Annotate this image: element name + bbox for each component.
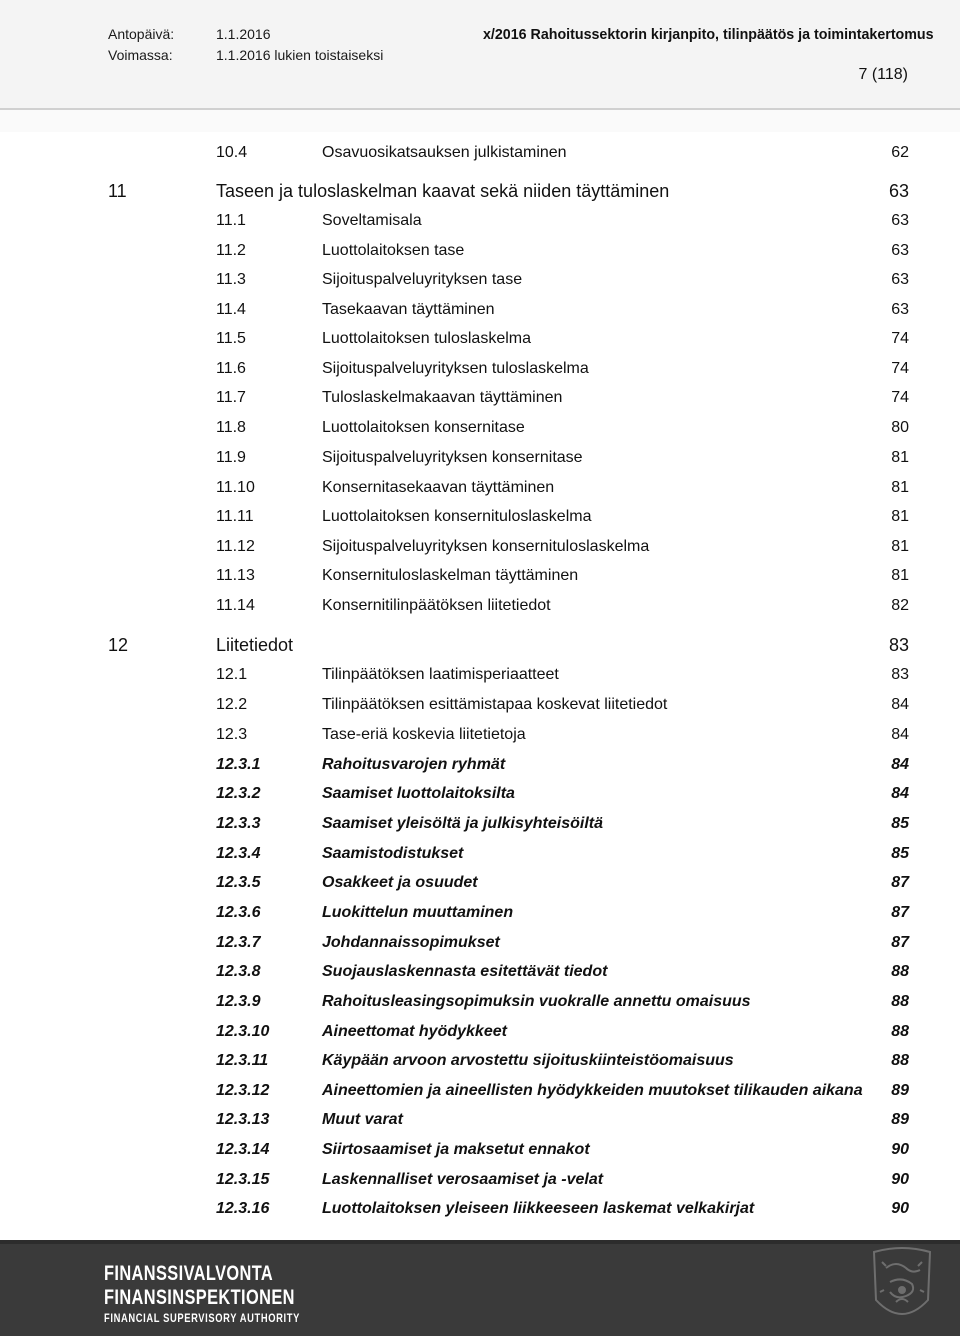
toc-entry-number: 11.5: [216, 330, 246, 347]
toc-entry-number: 12.3.15: [216, 1171, 270, 1188]
toc-entry-number: 12.3.13: [216, 1111, 270, 1128]
toc-entry-title: Osavuosikatsauksen julkistaminen: [322, 144, 567, 161]
toc-entry-title: Suojauslaskennasta esitettävät tiedot: [322, 963, 608, 980]
toc-entry-number: 12.2: [216, 696, 248, 713]
toc-entry-title: Liitetiedot: [216, 635, 294, 655]
toc-entry: [0, 297, 960, 323]
toc-entry: [0, 1137, 960, 1163]
toc-entry-title: Tilinpäätöksen laatimisperiaatteet: [322, 666, 559, 683]
logo-text-english: FINANCIAL SUPERVISORY AUTHORITY: [104, 1311, 300, 1325]
toc-entry-number: 11.7: [216, 389, 246, 406]
toc-entry-number: 12.1: [216, 666, 248, 683]
toc-entry-number: 12.3.12: [216, 1082, 270, 1099]
toc-entry-title: Tilinpäätöksen esittämistapaa koskevat liitetiedot: [322, 696, 668, 713]
toc-entry-number: 12.3.1: [216, 756, 261, 773]
toc-entry-page: 63: [891, 242, 909, 259]
toc-entry-number: 12.3.16: [216, 1200, 270, 1217]
toc-entry-page: 83: [891, 666, 909, 683]
toc-entry-page: 87: [891, 904, 909, 921]
toc-entry: [0, 632, 960, 658]
toc-entry-title: Laskennalliset verosaamiset ja -velat: [322, 1171, 604, 1188]
toc-entry: [0, 475, 960, 501]
toc-entry-title: Luottolaitoksen tase: [322, 242, 465, 259]
toc-entry-number: 12: [108, 635, 129, 655]
toc-entry-page: 83: [888, 635, 909, 655]
toc-entry: [0, 692, 960, 718]
toc-entry: [0, 326, 960, 352]
toc-entry-title: Sijoituspalveluyrityksen konsernitase: [322, 449, 583, 466]
toc-entry-page: 81: [891, 567, 909, 584]
toc-entry: [0, 870, 960, 896]
toc-entry-title: Johdannaissopimukset: [322, 934, 500, 951]
toc-entry-number: 12.3.9: [216, 993, 261, 1010]
finnish-lion-crest-icon: [856, 1242, 948, 1334]
toc-entry-page: 74: [891, 389, 909, 406]
document-title: x/2016 Rahoitussektorin kirjanpito, tilinpäätös ja toimintakertomus: [483, 26, 934, 43]
antopaiva-label: Antopäivä:: [108, 26, 175, 42]
toc-entry-number: 12.3.8: [216, 963, 261, 980]
toc-entry: [0, 752, 960, 778]
toc-entry-title: Rahoitusleasingsopimuksin vuokralle annettu omaisuus: [322, 993, 751, 1010]
toc-entry: [0, 662, 960, 688]
toc-entry-page: 90: [891, 1141, 909, 1158]
toc-entry-number: 12.3.2: [216, 785, 261, 802]
toc-entry: [0, 238, 960, 264]
toc-entry-page: 82: [891, 597, 909, 614]
page-number: 7 (118): [858, 66, 908, 83]
toc-entry-page: 62: [891, 144, 909, 161]
toc-entry-title: Luottolaitoksen tuloslaskelma: [322, 330, 532, 347]
toc-entry: [0, 267, 960, 293]
toc-entry-number: 11.9: [216, 449, 246, 466]
toc-entry-number: 11.10: [216, 479, 255, 496]
toc-entry-title: Tuloslaskelmakaavan täyttäminen: [322, 389, 563, 406]
toc-entry: [0, 1078, 960, 1104]
toc-entry-title: Sijoituspalveluyrityksen tase: [322, 271, 523, 288]
toc-entry-title: Luottolaitoksen konsernituloslaskelma: [322, 508, 592, 525]
toc-entry-title: Luottolaitoksen yleiseen liikkeeseen laskemat velkakirjat: [322, 1200, 755, 1217]
toc-entry-number: 12.3.6: [216, 904, 261, 921]
toc-entry-title: Saamistodistukset: [322, 845, 464, 862]
toc-entry-title: Soveltamisala: [322, 212, 422, 229]
toc-entry: [0, 959, 960, 985]
toc-entry: [0, 593, 960, 619]
toc-entry-number: 11.8: [216, 419, 246, 436]
toc-entry-title: Muut varat: [322, 1111, 403, 1128]
toc-entry-page: 87: [891, 874, 909, 891]
toc-entry-page: 80: [891, 419, 909, 436]
toc-entry-title: Luottolaitoksen konsernitase: [322, 419, 525, 436]
toc-entry-number: 11.13: [216, 567, 255, 584]
toc-entry-page: 85: [891, 845, 909, 862]
toc-entry-title: Siirtosaamiset ja maksetut ennakot: [322, 1141, 590, 1158]
toc-entry: [0, 385, 960, 411]
toc-entry: [0, 208, 960, 234]
toc-entry-page: 89: [891, 1111, 909, 1128]
toc-entry-number: 11.2: [216, 242, 246, 259]
toc-entry-page: 84: [891, 696, 909, 713]
toc-entry: [0, 504, 960, 530]
toc-entry: [0, 900, 960, 926]
toc-entry: [0, 722, 960, 748]
toc-entry-number: 12.3.7: [216, 934, 261, 951]
toc-entry-number: 10.4: [216, 144, 248, 161]
toc-entry-title: Konsernitasekaavan täyttäminen: [322, 479, 555, 496]
toc-entry: [0, 140, 960, 166]
document-footer: [0, 1240, 960, 1336]
antopaiva-value: 1.1.2016: [216, 26, 271, 42]
toc-entry: [0, 781, 960, 807]
document-header: [0, 0, 960, 108]
toc-entry-page: 85: [891, 815, 909, 832]
toc-entry-page: 88: [891, 963, 909, 980]
toc-entry-page: 63: [888, 181, 909, 201]
toc-entry-title: Saamiset luottolaitoksilta: [322, 785, 515, 802]
toc-entry-title: Käypään arvoon arvostettu sijoituskiinteistöomaisuus: [322, 1052, 734, 1069]
toc-entry-page: 90: [891, 1200, 909, 1217]
toc-entry-title: Luokittelun muuttaminen: [322, 904, 514, 921]
footer-band: [0, 1240, 960, 1244]
toc-entry-number: 11.1: [216, 212, 246, 229]
toc-entry-number: 11.14: [216, 597, 255, 614]
toc-entry-number: 11.12: [216, 538, 255, 555]
toc-entry-title: Tase-eriä koskevia liitetietoja: [322, 726, 526, 743]
toc-entry: [0, 563, 960, 589]
logo-text-finnish: FINANSSIVALVONTA: [104, 1262, 274, 1285]
toc-entry-title: Konsernitilinpäätöksen liitetiedot: [322, 597, 551, 614]
toc-entry-title: Tasekaavan täyttäminen: [322, 301, 495, 318]
toc-entry-page: 88: [891, 993, 909, 1010]
toc-entry-page: 90: [891, 1171, 909, 1188]
toc-entry-title: Aineettomat hyödykkeet: [322, 1023, 507, 1040]
toc-entry: [0, 1167, 960, 1193]
toc-entry-number: 12.3.11: [216, 1052, 269, 1069]
voimassa-value: 1.1.2016 lukien toistaiseksi: [216, 47, 384, 63]
toc-entry-number: 12.3.10: [216, 1023, 270, 1040]
toc-entry: [0, 989, 960, 1015]
toc-entry-number: 11.11: [216, 508, 254, 525]
toc-entry: [0, 811, 960, 837]
toc-entry: [0, 1107, 960, 1133]
toc-entry: [0, 1196, 960, 1222]
toc-entry-page: 63: [891, 212, 909, 229]
toc-entry-page: 88: [891, 1023, 909, 1040]
toc-entry-number: 12.3.5: [216, 874, 261, 891]
toc-entry-number: 12.3.3: [216, 815, 261, 832]
toc-entry-page: 63: [891, 271, 909, 288]
toc-entry-page: 81: [891, 449, 909, 466]
toc-entry-title: Konsernituloslaskelman täyttäminen: [322, 567, 579, 584]
toc-entry-page: 81: [891, 479, 909, 496]
toc-entry-page: 74: [891, 360, 909, 377]
toc-entry-title: Osakkeet ja osuudet: [322, 874, 478, 891]
toc-entry-number: 12.3: [216, 726, 248, 743]
toc-entry: [0, 445, 960, 471]
toc-entry: [0, 1048, 960, 1074]
toc-entry: [0, 415, 960, 441]
toc-entry-page: 87: [891, 934, 909, 951]
toc-entry: [0, 534, 960, 560]
toc-entry: [0, 841, 960, 867]
toc-entry-title: Rahoitusvarojen ryhmät: [322, 756, 506, 773]
toc-entry: [0, 178, 960, 204]
toc-entry: [0, 1019, 960, 1045]
logo-text-swedish: FINANSINSPEKTIONEN: [104, 1286, 295, 1309]
toc-entry-page: 81: [891, 508, 909, 525]
header-shade: [0, 110, 960, 132]
toc-entry-title: Taseen ja tuloslaskelman kaavat sekä niiden täyttäminen: [216, 181, 670, 201]
toc-entry-page: 84: [891, 726, 909, 743]
toc-entry-title: Aineettomien ja aineellisten hyödykkeiden muutokset tilikauden aikana: [322, 1082, 863, 1099]
toc-entry-number: 11.3: [216, 271, 246, 288]
toc-entry-title: Saamiset yleisöltä ja julkisyhteisöiltä: [322, 815, 604, 832]
toc-entry-page: 84: [891, 785, 909, 802]
toc-entry-page: 88: [891, 1052, 909, 1069]
toc-entry: [0, 930, 960, 956]
toc-entry-page: 89: [891, 1082, 909, 1099]
toc-entry-number: 11.6: [216, 360, 246, 377]
toc-entry-page: 74: [891, 330, 909, 347]
toc-entry: [0, 356, 960, 382]
toc-entry-title: Sijoituspalveluyrityksen tuloslaskelma: [322, 360, 589, 377]
toc-entry-page: 63: [891, 301, 909, 318]
toc-entry-number: 11: [108, 181, 127, 201]
toc-entry-page: 81: [891, 538, 909, 555]
toc-entry-title: Sijoituspalveluyrityksen konsernituloslaskelma: [322, 538, 650, 555]
toc-entry-page: 84: [891, 756, 909, 773]
toc-entry-number: 12.3.14: [216, 1141, 270, 1158]
voimassa-label: Voimassa:: [108, 47, 173, 63]
toc-entry-number: 11.4: [216, 301, 246, 318]
toc-entry-number: 12.3.4: [216, 845, 261, 862]
